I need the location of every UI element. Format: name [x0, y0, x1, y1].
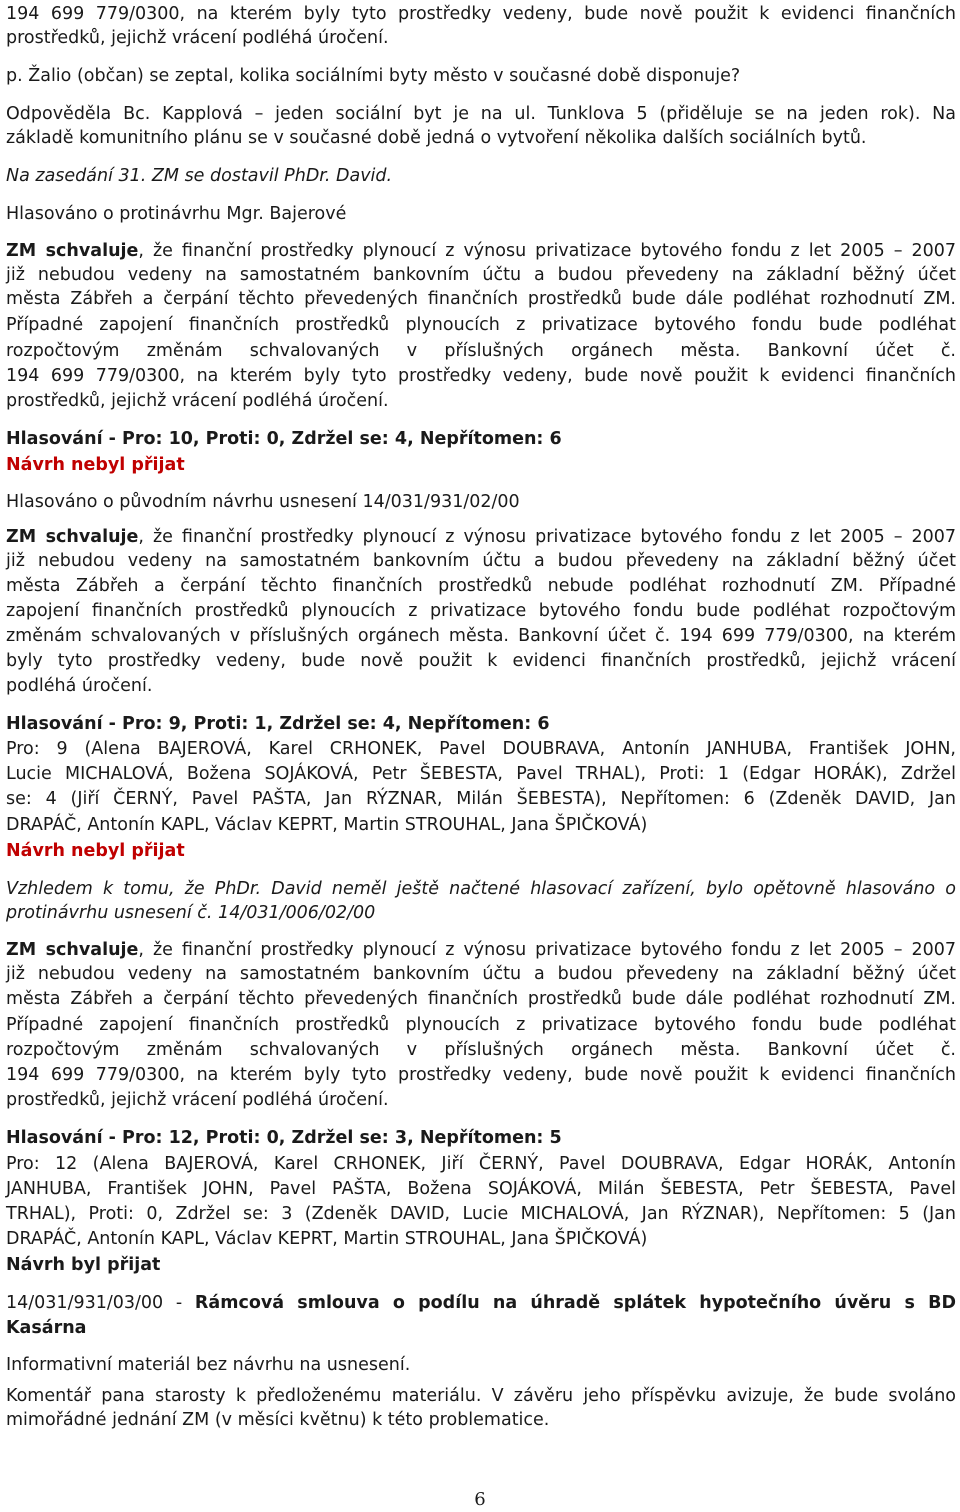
agenda-item-title: Rámcová smlouva o podílu na úhradě splátek hypotečního úvěru s BD [194, 1293, 956, 1313]
resolution-line: již nebudou vedeny na samostatném bankovním účtu a budou převedeny na základní běžný účet [6, 265, 956, 285]
resolution-line: byly tyto prostředky vedeny, bude nově použit k evidenci finančních prostředků, jejichž vrácení [6, 651, 956, 671]
paragraph-line: Informativní materiál bez návrhu na usnesení. [6, 1355, 411, 1375]
paragraph-line: základě komunitního plánu se v současné době jedná o vytvoření několika dalších sociálních bytů. [6, 128, 867, 148]
resolution-lead: ZM schvaluje [6, 241, 139, 261]
resolution-line: 194 699 779/0300, na kterém byly tyto prostředky vedeny, bude nově použit k evidenci finančních [6, 1065, 956, 1085]
resolution-line: ZM schvaluje, že finanční prostředky plynoucí z výnosu privatizace bytového fondu z let 2005 – 2007 [6, 241, 956, 261]
resolution-line: prostředků, jejichž vrácení podléhá úročení. [6, 391, 389, 411]
italic-note: Na zasedání 31. ZM se dostavil PhDr. David. [6, 166, 393, 186]
paragraph-line: prostředků, jejichž vrácení podléhá úročení. [6, 28, 389, 48]
vote-details-line: se: 4 (Jiří ČERNÝ, Pavel PAŠTA, Jan RÝZNAR, Milán ŠEBESTA), Nepřítomen: 6 (Zdeněk DAVID, Jan [6, 789, 956, 809]
resolution-line: města Zábřeh a čerpání těchto finančních prostředků nebude podléhat rozhodnutí ZM. Případné [6, 576, 956, 596]
vote-outcome: Návrh byl přijat [6, 1255, 161, 1275]
resolution-line: rozpočtovým změnám schvalovaných v příslušných orgánech města. Bankovní účet č. [6, 1040, 956, 1060]
paragraph-line: 194 699 779/0300, na kterém byly tyto prostředky vedeny, bude nově použit k evidenci finančních [6, 4, 956, 24]
resolution-line: zapojení finančních prostředků plynoucích z privatizace bytového fondu bude podléhat rozpočtovým [6, 601, 956, 621]
resolution-line: již nebudou vedeny na samostatném bankovním účtu a budou převedeny na základní běžný účet [6, 964, 956, 984]
agenda-item-code: 14/031/931/03/00 - [6, 1293, 195, 1313]
agenda-item-title-cont: Kasárna [6, 1318, 87, 1338]
vote-details-line: DRAPÁČ, Antonín KAPL, Václav KEPRT, Martin STROUHAL, Jana ŠPIČKOVÁ) [6, 815, 648, 835]
resolution-line: prostředků, jejichž vrácení podléhá úročení. [6, 1090, 389, 1110]
vote-result: Hlasování - Pro: 10, Proti: 0, Zdržel se: 4, Nepřítomen: 6 [6, 429, 562, 449]
vote-result: Hlasování - Pro: 12, Proti: 0, Zdržel se: 3, Nepřítomen: 5 [6, 1128, 562, 1148]
vote-result: Hlasování - Pro: 9, Proti: 1, Zdržel se: 4, Nepřítomen: 6 [6, 714, 550, 734]
vote-details-line: Lucie MICHALOVÁ, Božena SOJÁKOVÁ, Petr ŠEBESTA, Pavel TRHAL), Proti: 1 (Edgar HORÁK), Zdržel [6, 764, 956, 784]
page-number: 6 [474, 1489, 486, 1510]
resolution-line: již nebudou vedeny na samostatném bankovním účtu a budou převedeny na základní běžný účet [6, 551, 956, 571]
paragraph-line: Hlasováno o protinávrhu Mgr. Bajerové [6, 204, 347, 224]
vote-details-line: TRHAL), Proti: 0, Zdržel se: 3 (Zdeněk DAVID, Lucie MICHALOVÁ, Jan RÝZNAR), Nepřítomen: 5 (Jan [6, 1204, 956, 1224]
resolution-line: Případné zapojení finančních prostředků plynoucích z privatizace bytového fondu bude podléhat [6, 1015, 956, 1035]
italic-note: protinávrhu usnesení č. 14/031/006/02/00 [6, 903, 376, 923]
resolution-line: ZM schvaluje, že finanční prostředky plynoucí z výnosu privatizace bytového fondu z let 2005 – 2007 [6, 940, 956, 960]
resolution-line: podléhá úročení. [6, 676, 153, 696]
agenda-item-heading [6, 1290, 956, 1316]
vote-details-line: Pro: 12 (Alena BAJEROVÁ, Karel CRHONEK, Jiří ČERNÝ, Pavel DOUBRAVA, Edgar HORÁK, Antonín [6, 1154, 956, 1174]
resolution-line: města Zábřeh a čerpání těchto převedených finančních prostředků bude dále podléhat rozhodnutí ZM. [6, 989, 956, 1009]
resolution-line: změnám schvalovaných v příslušných orgánech města. Bankovní účet č. 194 699 779/0300, na kterém [6, 626, 956, 646]
italic-note: Vzhledem k tomu, že PhDr. David neměl ještě načtené hlasovací zařízení, bylo opětovně hlasováno o [6, 879, 956, 899]
resolution-line: 194 699 779/0300, na kterém byly tyto prostředky vedeny, bude nově použit k evidenci finančních [6, 366, 956, 386]
paragraph-line: Odpověděla Bc. Kapplová – jeden sociální byt je na ul. Tunklova 5 (přiděluje se na jeden rok). Na [6, 104, 956, 124]
paragraph-line: p. Žalio (občan) se zeptal, kolika sociálními byty město v současné době disponuje? [6, 66, 741, 86]
resolution-line: rozpočtovým změnám schvalovaných v příslušných orgánech města. Bankovní účet č. [6, 341, 956, 361]
resolution-line: ZM schvaluje, že finanční prostředky plynoucí z výnosu privatizace bytového fondu z let 2005 – 2007 [6, 527, 956, 547]
vote-details-line: DRAPÁČ, Antonín KAPL, Václav KEPRT, Martin STROUHAL, Jana ŠPIČKOVÁ) [6, 1229, 648, 1249]
resolution-lead: ZM schvaluje [6, 940, 139, 960]
paragraph-line: Komentář pana starosty k předloženému materiálu. V závěru jeho příspěvku avizuje, že bude svoláno [6, 1386, 956, 1406]
vote-details-line: JANHUBA, František JOHN, Pavel PAŠTA, Božena SOJÁKOVÁ, Milán ŠEBESTA, Petr ŠEBESTA, Pavel [6, 1179, 956, 1199]
resolution-lead: ZM schvaluje [6, 527, 139, 547]
paragraph-line: Hlasováno o původním návrhu usnesení 14/031/931/02/00 [6, 492, 520, 512]
resolution-line: města Zábřeh a čerpání těchto převedených finančních prostředků bude dále podléhat rozhodnutí ZM. [6, 289, 956, 309]
paragraph-line: mimořádné jednání ZM (v měsíci květnu) k této problematice. [6, 1410, 550, 1430]
vote-outcome: Návrh nebyl přijat [6, 455, 185, 475]
resolution-line: Případné zapojení finančních prostředků plynoucích z privatizace bytového fondu bude podléhat [6, 315, 956, 335]
vote-details-line: Pro: 9 (Alena BAJEROVÁ, Karel CRHONEK, Pavel DOUBRAVA, Antonín JANHUBA, František JOHN, [6, 739, 956, 759]
vote-outcome: Návrh nebyl přijat [6, 841, 185, 861]
